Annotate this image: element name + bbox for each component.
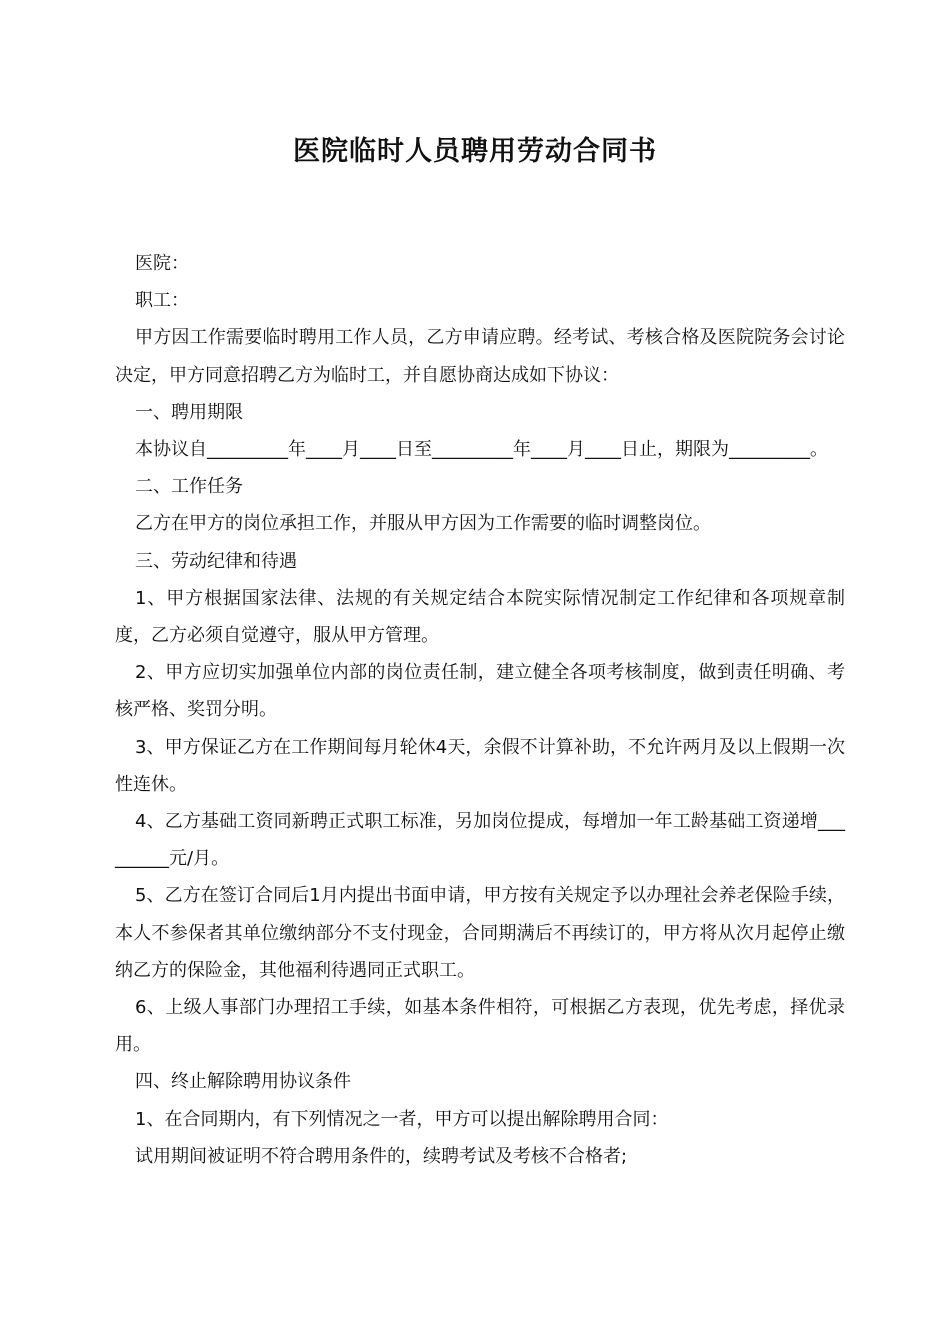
clause-2: 2、甲方应切实加强单位内部的岗位责任制，建立健全各项考核制度，做到责任明确、考核严格、奖罚分明。: [115, 662, 845, 721]
intro-paragraph: 甲方因工作需要临时聘用工作人员，乙方申请应聘。经考试、考核合格及医院院务会讨论决定，甲方同意招聘乙方为临时工，并自愿协商达成如下协议：: [115, 327, 845, 386]
section-heading-term: 一、聘用期限: [135, 401, 243, 423]
clause-3: 3、甲方保证乙方在工作期间每月轮休4天，余假不计算补助，不允许两月及以上假期一次性连休。: [115, 736, 845, 795]
clause-1: 1、甲方根据国家法律、法规的有关规定结合本院实际情况制定工作纪律和各项规章制度，乙方必须自觉遵守，服从甲方管理。: [115, 587, 845, 647]
document-title: 医院临时人员聘用劳动合同书: [293, 136, 657, 167]
employee-line: 职工：: [135, 290, 189, 312]
section-heading-tasks: 二、工作任务: [135, 476, 243, 498]
termination-item-1: 试用期间被证明不符合聘用条件的，续聘考试及考核不合格者;: [135, 1145, 628, 1167]
tasks-paragraph: 乙方在甲方的岗位承担工作，并服从甲方因为工作需要的临时调整岗位。: [135, 513, 711, 535]
section-heading-discipline: 三、劳动纪律和待遇: [135, 550, 297, 572]
term-paragraph: 本协议自_________年____月____日至_________年____月____日止，期限为_________。: [135, 439, 828, 461]
termination-clause-1: 1、在合同期内，有下列情况之一者，甲方可以提出解除聘用合同：: [135, 1108, 669, 1130]
section-heading-termination: 四、终止解除聘用协议条件: [135, 1071, 351, 1093]
hospital-line: 医院：: [135, 253, 189, 274]
clause-4: 4、乙方基础工资同新聘正式职工标准，另加岗位提成，每增加一年工龄基础工资递增_________元/月。: [115, 811, 845, 870]
document-body: [115, 245, 845, 1175]
clause-5: 5、乙方在签订合同后1月内提出书面申请，甲方按有关规定予以办理社会养老保险手续，本人不参保者其单位缴纳部分不支付现金，合同期满后不再续订的，甲方将从次月起停止缴纳乙方的保险金，其他福利待遇同正式职工。: [115, 885, 845, 981]
clause-6: 6、上级人事部门办理招工手续，如基本条件相符，可根据乙方表现，优先考虑，择优录用。: [115, 997, 845, 1056]
